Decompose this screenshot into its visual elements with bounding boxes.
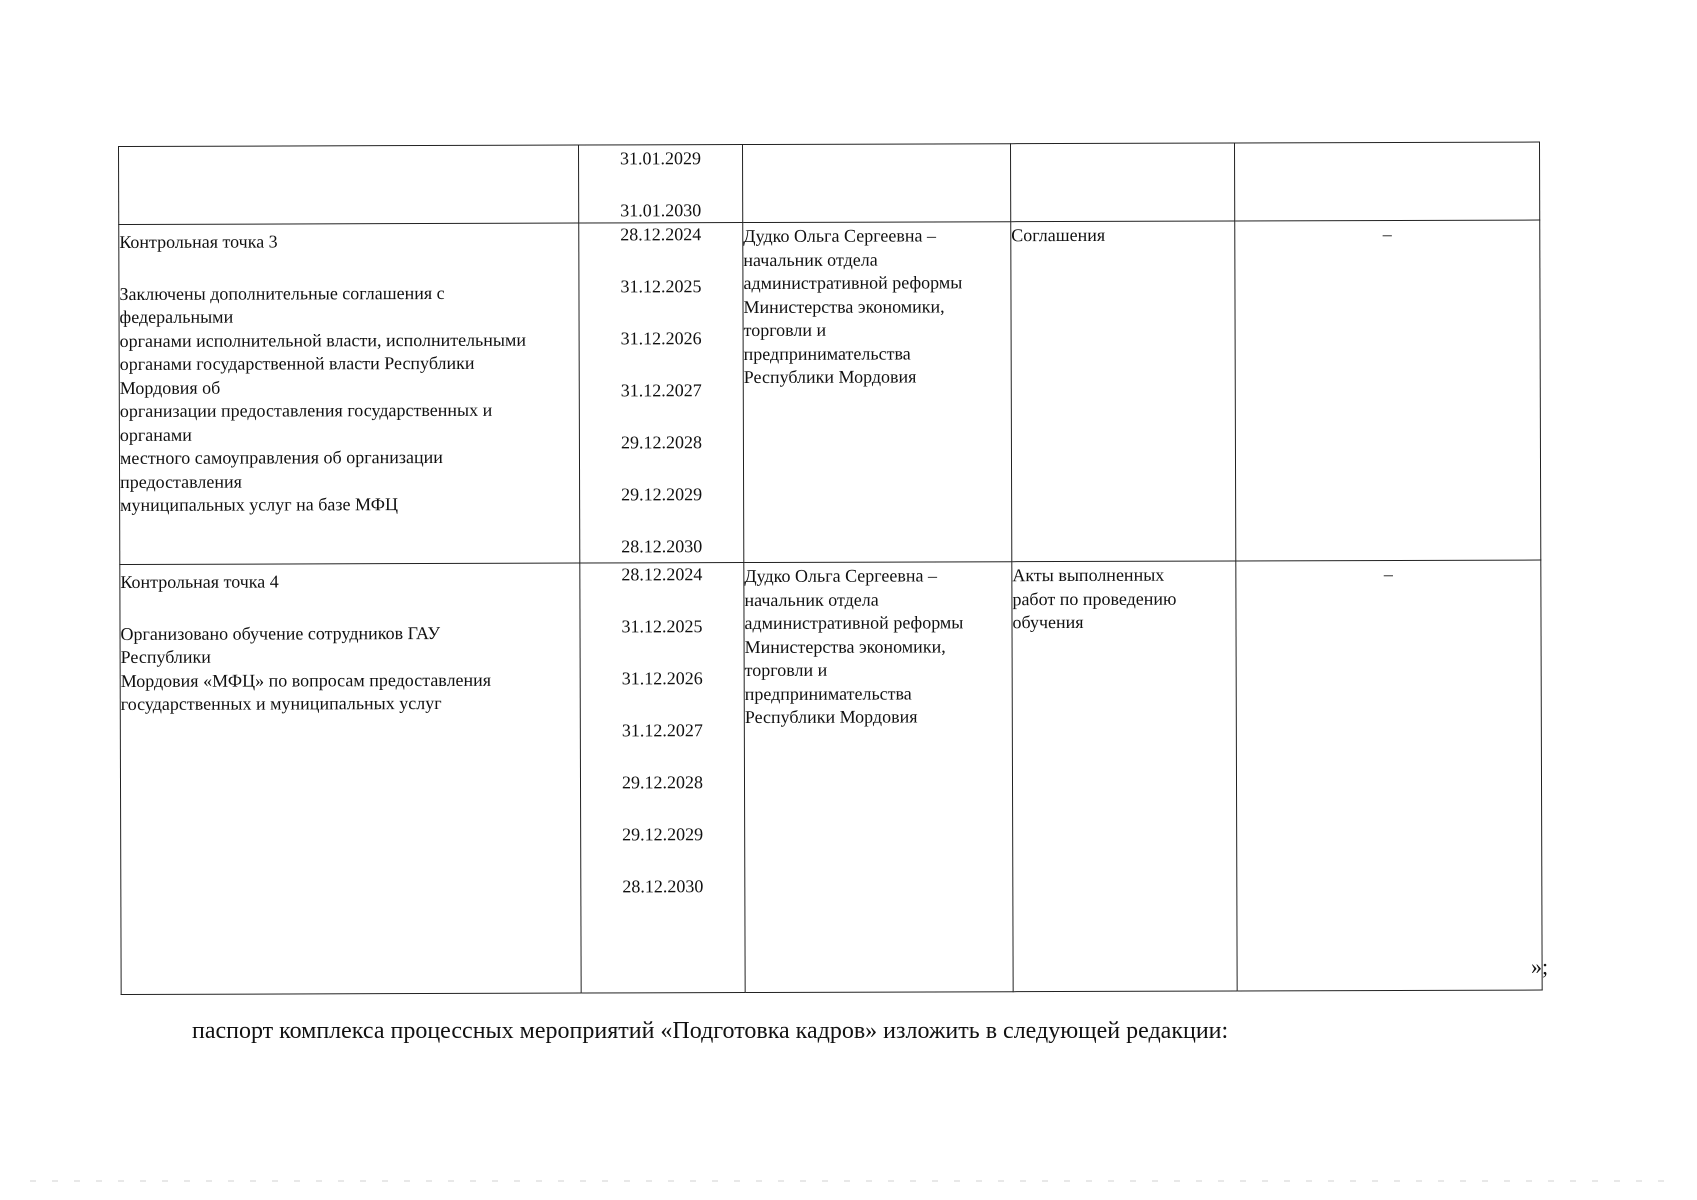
- responsible-line: начальник отдела: [743, 249, 878, 270]
- date: 31.12.2027: [620, 380, 702, 401]
- control-point-description: [120, 621, 579, 716]
- responsible-line: предпринимательства: [743, 343, 911, 364]
- description-line: Мордовия об: [119, 377, 221, 398]
- cell-extra: [1236, 560, 1542, 991]
- date: 31.12.2025: [621, 616, 703, 637]
- description-line: организации предоставления государственных и: [119, 399, 493, 421]
- responsible-line: административной реформы: [744, 612, 964, 634]
- cell-responsible: [743, 222, 1012, 563]
- description-line: органами государственной власти Республики: [119, 352, 475, 374]
- date: 29.12.2028: [621, 772, 704, 793]
- description-line: органами: [119, 424, 192, 445]
- description-line: предоставления: [120, 471, 242, 492]
- cell-document: [1012, 561, 1237, 992]
- date: 29.12.2029: [622, 824, 704, 845]
- table-row: [119, 220, 1541, 564]
- responsible-line: начальник отдела: [744, 589, 879, 610]
- responsible-line: административной реформы: [743, 272, 963, 294]
- cell-responsible: [744, 562, 1013, 993]
- responsible-line: Республики Мордовия: [744, 706, 918, 728]
- cell-extra: [1235, 220, 1541, 561]
- cell-dates: [578, 145, 742, 224]
- responsible-line: торговли и: [743, 319, 827, 341]
- date: 29.12.2029: [621, 484, 703, 505]
- cell-dates: [579, 223, 744, 564]
- control-points-table: [118, 142, 1543, 995]
- description-line: органами исполнительной власти, исполнительными: [119, 329, 527, 351]
- empty-dash: –: [1382, 223, 1392, 245]
- cell-description: [119, 223, 580, 564]
- document-line: Соглашения: [1011, 224, 1106, 246]
- date: 28.12.2030: [622, 876, 704, 897]
- date: 31.01.2030: [620, 200, 702, 221]
- cell-responsible: [742, 144, 1010, 223]
- date: 28.12.2030: [621, 536, 703, 557]
- date: 31.12.2026: [620, 328, 702, 349]
- description-line: муниципальных услуг на базе МФЦ: [120, 494, 399, 515]
- date: 28.12.2024: [621, 564, 703, 585]
- document-line: Акты выполненных: [1012, 564, 1165, 586]
- table-row: [119, 142, 1540, 224]
- instruction-paragraph: паспорт комплекса процессных мероприятий «Подготовка кадров» изложить в следующей редакции:: [192, 1018, 1229, 1044]
- cell-document: [1011, 221, 1236, 562]
- cell-document: [1010, 143, 1234, 222]
- description-line: государственных и муниципальных услуг: [120, 692, 442, 714]
- responsible-line: Министерства экономики,: [743, 295, 945, 317]
- description-line: местного самоуправления об организации: [119, 446, 443, 468]
- control-point-title: Контрольная точка 4: [120, 571, 279, 592]
- date: 29.12.2028: [620, 432, 702, 453]
- control-point-title: Контрольная точка 3: [119, 231, 278, 252]
- responsible-line: Дудко Ольга Сергеевна –: [743, 225, 936, 247]
- responsible-line: Республики Мордовия: [743, 366, 917, 388]
- description-line: Мордовия «МФЦ» по вопросам предоставления: [120, 669, 492, 691]
- scan-artifact-line: [30, 1180, 1670, 1182]
- description-line: федеральными: [119, 306, 234, 327]
- date: 31.12.2025: [620, 276, 702, 297]
- date: 31.12.2026: [621, 668, 703, 689]
- cell-description: [120, 563, 581, 994]
- description-line: Заключены дополнительные соглашения с: [119, 282, 445, 304]
- control-point-description: [119, 281, 579, 517]
- date: 31.01.2029: [620, 148, 702, 169]
- description-line: Организовано обучение сотрудников ГАУ: [120, 622, 441, 644]
- description-line: Республики: [120, 646, 211, 667]
- responsible-line: Министерства экономики,: [744, 635, 946, 657]
- empty-dash: –: [1383, 563, 1393, 585]
- responsible-line: Дудко Ольга Сергеевна –: [744, 565, 938, 587]
- date: 31.12.2027: [621, 720, 703, 741]
- cell-extra: [1234, 142, 1539, 221]
- date: 28.12.2024: [620, 224, 702, 245]
- responsible-line: предпринимательства: [744, 683, 912, 704]
- closing-quote-mark: »;: [1531, 954, 1549, 979]
- document-line: работ по проведению: [1012, 588, 1177, 609]
- cell-dates: [580, 563, 745, 994]
- document-line: обучения: [1012, 611, 1084, 633]
- table-row: [120, 560, 1542, 994]
- responsible-line: торговли и: [744, 659, 828, 681]
- cell-description: [119, 145, 579, 224]
